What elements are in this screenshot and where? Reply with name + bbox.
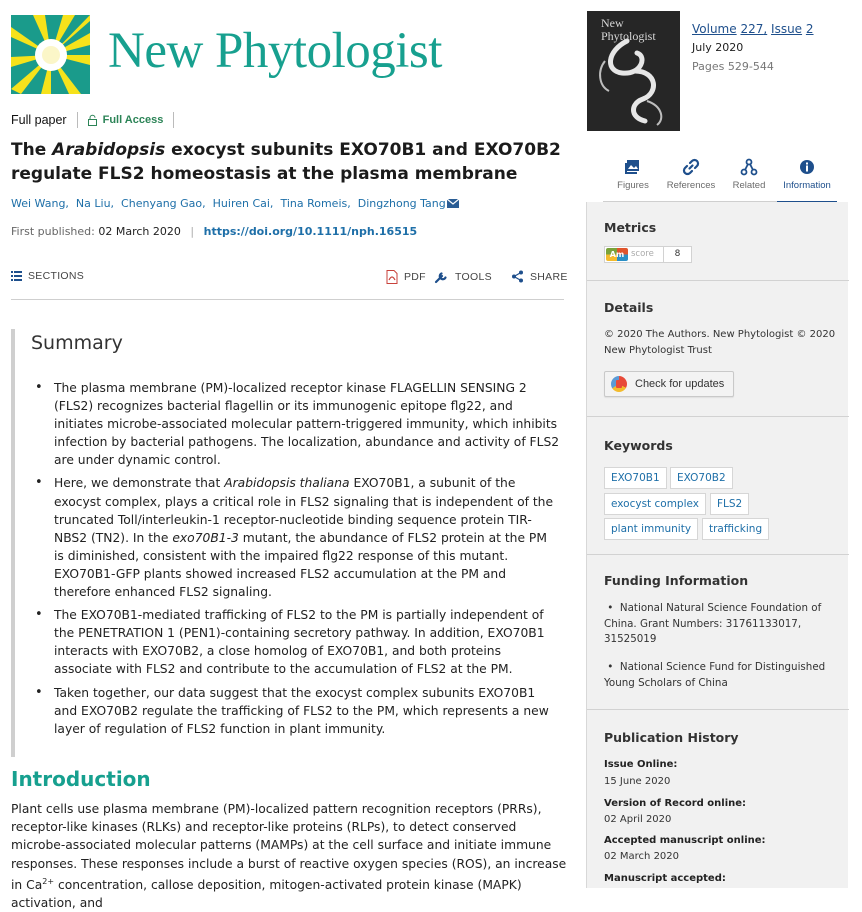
funding-text: National Natural Science Foundation of China. Grant Numbers: 31761133017, 31525019 — [604, 602, 822, 645]
pdf-icon — [386, 270, 398, 284]
summary-text: The plasma membrane (PM)-localized receptor kinase FLAGELLIN SENSING 2 (FLS2) recognizes bacterial flagellin or its immunogenic epitope flg22, and initiates microbe-associated molecular pattern-triggered immunity, which inhibits infection by bacterial pathogens. The localization, abundance and activity of FLS2 are under dynamic control. — [54, 381, 560, 468]
divider — [11, 299, 564, 300]
copyright-text: © 2020 The Authors. New Phytologist © 2020 New Phytologist Trust — [604, 329, 836, 356]
tab-label: Related — [732, 180, 766, 191]
check-updates-label: Check for updates — [635, 378, 725, 390]
keyword-tag[interactable]: EXO70B2 — [670, 467, 733, 489]
tab-information[interactable] — [777, 152, 837, 202]
volume-label[interactable]: Volume — [692, 22, 737, 36]
pdf-button[interactable] — [386, 270, 426, 284]
summary-item — [35, 379, 560, 469]
history-value: 02 April 2020 — [604, 814, 672, 825]
sections-button[interactable] — [11, 270, 84, 282]
divider — [587, 709, 849, 710]
funding-item — [604, 660, 834, 691]
keywords-heading: Keywords — [604, 438, 673, 453]
journal-logo-icon[interactable] — [11, 15, 90, 94]
altmetric-score: 8 — [663, 247, 691, 262]
author-link[interactable]: Tina Romeis, — [280, 197, 351, 210]
share-icon — [511, 270, 524, 283]
bullet: • — [604, 602, 620, 614]
summary-list — [35, 379, 560, 743]
summary-heading: Summary — [31, 332, 123, 354]
intro-text: Plant cells use plasma membrane (PM)-localized pattern recognition receptors (PRRs), receptor-like kinases (RLKs) and receptor-like proteins (RLPs), to detect conserved microbe-associated molecular patterns (MAMPs) at the cell surface and initiate immune responses. These responses include a burst of reactive oxygen species (ROS), an increase in Ca — [11, 802, 567, 892]
keyword-tag[interactable]: plant immunity — [604, 518, 698, 540]
history-label: Issue Online: — [604, 759, 678, 770]
summary-item — [35, 606, 560, 678]
details-heading: Details — [604, 300, 654, 315]
history-label: Version of Record online: — [604, 798, 747, 809]
history-label: Accepted manuscript online: — [604, 835, 766, 846]
author-link[interactable]: Dingzhong Tang — [357, 197, 446, 210]
title-prefix: The — [11, 140, 53, 160]
summary-text: mutant, the abundance of FLS2 protein at the PM is diminished, consistent with the impaired flg22 response of this mutant. EXO70B1-GFP plants showed increased FLS2 accumulation at the PM and therefore enhanced FLS2 signaling. — [54, 530, 547, 600]
issue-date: July 2020 — [692, 41, 744, 54]
history-heading: Publication History — [604, 730, 739, 745]
issue-comma[interactable]: , — [763, 22, 768, 36]
article-toolbar — [11, 270, 568, 290]
tab-label: Figures — [617, 180, 649, 191]
keyword-tag[interactable]: FLS2 — [710, 493, 749, 515]
author-link[interactable]: Huiren Cai, — [212, 197, 274, 210]
tab-related[interactable] — [719, 152, 779, 202]
title-suffix: exocyst subunits EXO70B1 and EXO70B2 regulate FLS2 homeostasis at the plasma membrane — [11, 140, 561, 184]
first-published-date: 02 March 2020 — [98, 225, 181, 238]
summary-text: Taken together, our data suggest that the exocyst complex subunits EXO70B1 and EXO70B2 regulate the trafficking of FLS2 to the PM, which represents a new layer of regulation of FLS2 function in plant immunity. — [54, 685, 549, 736]
author-list — [11, 197, 459, 210]
history-value: 15 June 2020 — [604, 776, 671, 787]
divider — [587, 416, 849, 417]
doi-link[interactable]: https://doi.org/10.1111/nph.16515 — [203, 225, 418, 238]
mail-icon[interactable] — [447, 199, 459, 208]
history-value: 02 March 2020 — [604, 851, 680, 862]
author-link[interactable]: Na Liu, — [75, 197, 115, 210]
access-label: Full Access — [102, 114, 164, 126]
title-italic: Arabidopsis — [52, 140, 166, 160]
info-icon — [799, 156, 815, 178]
keyword-tag[interactable]: trafficking — [702, 518, 769, 540]
volume-number[interactable]: 227 — [740, 22, 764, 36]
article-meta — [11, 110, 184, 130]
publication-line — [11, 225, 417, 238]
issue-cover-image[interactable] — [587, 11, 680, 131]
issue-number[interactable]: 2 — [805, 22, 814, 36]
sections-label: SECTIONS — [28, 270, 85, 282]
introduction-text — [11, 800, 571, 912]
divider — [173, 112, 174, 128]
cover-title: New Phytologist — [601, 16, 656, 43]
metrics-heading: Metrics — [604, 220, 657, 235]
divider: | — [190, 225, 195, 238]
summary-text: Here, we demonstrate that — [54, 476, 225, 491]
tab-label: References — [666, 180, 716, 191]
article-type: Full paper — [11, 113, 67, 127]
funding-text: National Science Fund for Distinguished Young Scholars of China — [604, 661, 826, 689]
altmetric-icon: Am — [606, 248, 628, 261]
introduction-heading: Introduction — [11, 767, 151, 791]
divider — [587, 280, 849, 281]
tools-label: TOOLS — [455, 271, 492, 283]
summary-item — [35, 474, 560, 601]
tab-references[interactable] — [661, 152, 721, 202]
volume-issue-link[interactable] — [692, 22, 814, 36]
altmetric-badge[interactable] — [604, 246, 692, 263]
journal-name[interactable]: New Phytologist — [108, 23, 442, 79]
divider — [77, 112, 78, 128]
issue-label[interactable]: Issue — [771, 22, 803, 36]
pdf-label: PDF — [404, 271, 426, 283]
species-name: Arabidopsis thaliana — [224, 476, 350, 491]
information-panel — [586, 202, 848, 888]
altmetric-label: score — [631, 249, 654, 259]
crossmark-icon — [611, 376, 627, 392]
image-icon — [625, 156, 641, 178]
first-published-label: First published: — [11, 225, 95, 238]
keyword-tag[interactable]: EXO70B1 — [604, 467, 667, 489]
summary-item — [35, 684, 560, 738]
author-link[interactable]: Wei Wang, — [11, 197, 69, 210]
bullet: • — [604, 661, 620, 673]
history-label: Manuscript accepted: — [604, 873, 726, 884]
issue-pages: Pages 529-544 — [692, 60, 774, 73]
summary-text: EXO70B1, a subunit of the exocyst complex, plays a critical role in FLS2 signaling that is independent of the truncated Toll/interleukin-1 receptor-nucleotide binding sequence protein TIR-NBS2 (TN2). In the — [54, 476, 554, 545]
tab-label: Information — [783, 180, 831, 191]
superscript: 2+ — [42, 876, 55, 886]
keyword-tag[interactable]: exocyst complex — [604, 493, 706, 515]
divider — [587, 554, 849, 555]
funding-heading: Funding Information — [604, 573, 749, 588]
share-button[interactable] — [511, 270, 568, 283]
wrench-icon — [435, 270, 449, 284]
sidebar-tabs — [603, 152, 836, 202]
related-icon — [740, 156, 758, 178]
intro-text: concentration, callose deposition, mitogen-activated protein kinase (MAPK) activation, and — [11, 877, 522, 911]
summary-section — [11, 329, 564, 757]
unlock-icon — [88, 115, 97, 126]
mutant-name: exo70B1-3 — [172, 530, 239, 545]
link-icon — [682, 156, 700, 178]
author-link[interactable]: Chenyang Gao, — [121, 197, 206, 210]
tab-figures[interactable] — [603, 152, 663, 202]
tools-button[interactable] — [435, 270, 492, 284]
check-updates-button[interactable] — [604, 371, 734, 397]
list-icon — [11, 271, 22, 281]
article-title — [11, 138, 571, 186]
share-label: SHARE — [530, 270, 568, 283]
summary-text: The EXO70B1-mediated trafficking of FLS2 to the PM is partially independent of the PENETRATION 1 (PEN1)-containing secretory pathway. In addition, EXO70B1 interacts with EXO70B2, a close homolog of EXO70B1, and both proteins associate with FLS2 and contribute to the accumulation of FLS2 at the PM. — [54, 608, 545, 677]
funding-item — [604, 601, 834, 648]
access-badge — [88, 114, 164, 126]
